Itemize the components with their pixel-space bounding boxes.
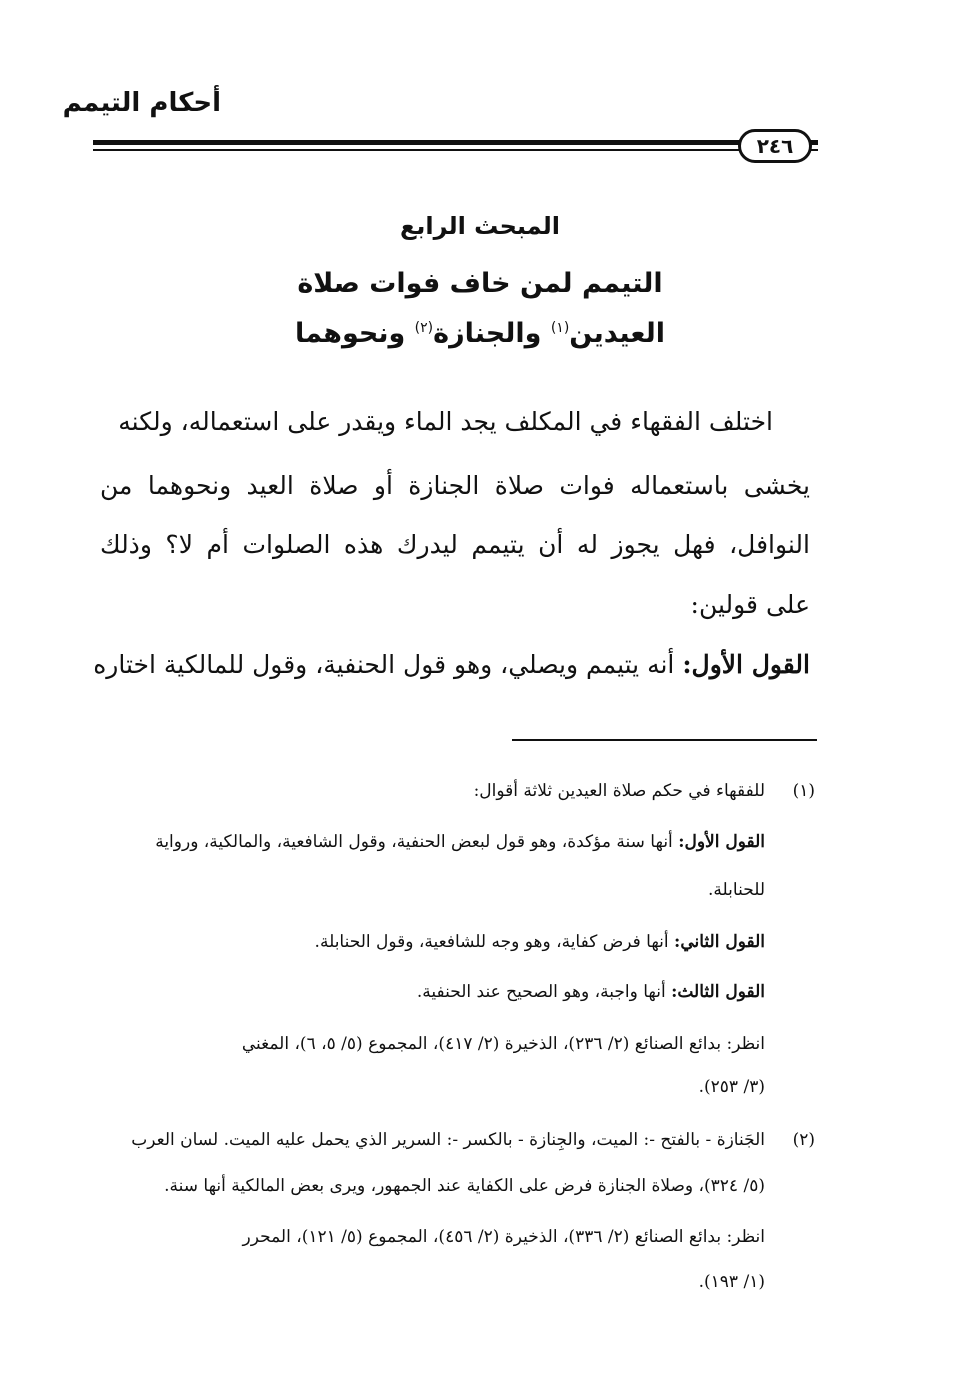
chapter-title-line-1: التيمم لمن خاف فوات صلاة: [297, 268, 663, 299]
body-line-5: [93, 645, 810, 685]
title-word-nahwuhuma: ونحوهما: [295, 318, 415, 349]
header-rule-thin: [93, 149, 818, 151]
footnote-2-line-1: الجَنازة - بالفتح -: الميت، والجِنازة - بالكسر -: السرير الذي يحمل عليه الميت. لسان العرب: [131, 1130, 765, 1150]
page-number: ٢٤٦: [738, 129, 812, 163]
opinion-text: أنه يتيمم ويصلي، وهو قول الحنفية، وقول للمالكية اختاره: [93, 650, 683, 679]
fn-opinion-3-text: أنها واجبة، وهو الصحيح عند الحنفية.: [416, 982, 672, 1002]
footnote-1-opinion-1: [155, 828, 765, 856]
footnote-ref-2: (٢): [414, 320, 434, 336]
footnote-1-references-cont: (٣/ ٢٥٣).: [698, 1077, 765, 1097]
footnote-separator: [512, 739, 817, 741]
footnote-ref-1: (١): [550, 320, 570, 336]
body-line-2: يخشى باستعماله فوات صلاة الجنازة أو صلاة العيد ونحوهما من: [100, 471, 810, 500]
fn-opinion-2-text: أنها فرض كفاية، وهو وجه للشافعية، وقول الحنابلة.: [314, 932, 675, 952]
fn-opinion-2-label: القول الثاني:: [674, 932, 765, 952]
footnote-2-number: (٢): [792, 1130, 815, 1150]
opinion-label: القول الأول:: [682, 650, 810, 679]
footnote-1-number: (١): [792, 781, 815, 801]
fn-opinion-1-text: أنها سنة مؤكدة، وهو قول لبعض الحنفية، وقول الشافعية، والمالكية، ورواية: [155, 832, 679, 852]
title-word-janaza: والجنازة: [433, 318, 551, 349]
footnote-2-line-2: (٥/ ٣٢٤)، وصلاة الجنازة فرض على الكفاية عند الجمهور، ويرى بعض المالكية أنها سنة.: [164, 1176, 765, 1196]
header-rule: [93, 140, 818, 145]
fn-opinion-1-label: القول الأول:: [678, 832, 765, 852]
footnote-1-opinion-1-cont: للحنابلة.: [708, 880, 765, 900]
footnote-1-intro: للفقهاء في حكم صلاة العيدين ثلاثة أقوال:: [473, 781, 765, 801]
section-heading: المبحث الرابع: [400, 212, 560, 240]
footnote-2-references: انظر: بدائع الصنائع (٢/ ٣٣٦)، الذخيرة (٢/ ٤٥٦)، المجموع (٥/ ١٢١)، المحرر: [242, 1227, 765, 1247]
footnote-1-opinion-2: [315, 928, 765, 956]
body-line-1: اختلف الفقهاء في المكلف يجد الماء ويقدر على استعماله، ولكنه: [118, 407, 773, 436]
title-word-eidain: العيدين: [569, 318, 665, 349]
footnote-1-references: انظر: بدائع الصنائع (٢/ ٢٣٦)، الذخيرة (٢/ ٤١٧)، المجموع (٥/ ٥، ٦)، المغني: [241, 1034, 765, 1054]
running-title: أحكام التيمم: [62, 88, 221, 118]
body-line-4: على قولين:: [690, 590, 810, 619]
body-line-3: النوافل، فهل يجوز له أن يتيمم ليدرك هذه الصلوات أم لا؟ وذلك: [100, 530, 810, 559]
chapter-title-line-2: [150, 318, 810, 349]
footnote-1-opinion-3: [417, 978, 765, 1006]
footnote-2-references-cont: (١/ ١٩٣).: [698, 1272, 765, 1292]
fn-opinion-3-label: القول الثالث:: [671, 982, 765, 1002]
